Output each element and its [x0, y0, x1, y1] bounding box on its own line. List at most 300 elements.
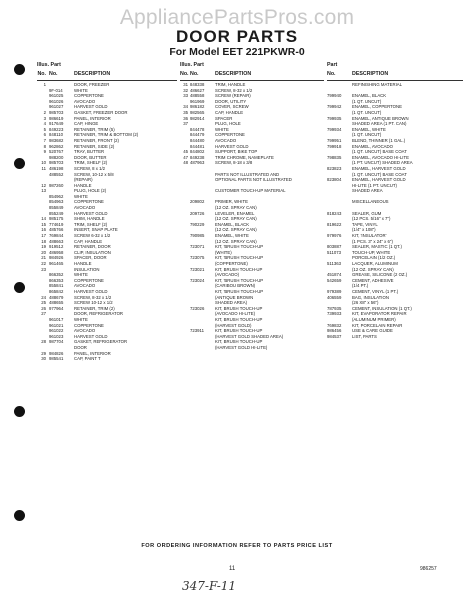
part-description: HARVEST GOLD	[74, 333, 108, 339]
parts-column-1	[37, 62, 177, 362]
illustration-number: 48	[183, 160, 188, 166]
part-description: SEALER, MASTIC (1 QT.)	[352, 244, 402, 250]
part-number: 866352	[49, 272, 64, 278]
part-description: KIT, 'BRUSH TOUCH-UP	[215, 288, 264, 294]
part-description: SEALER, GUM	[352, 210, 382, 216]
part-number: 799918	[327, 143, 342, 149]
part-number: 987260	[49, 182, 64, 188]
illustration-number: 36	[183, 115, 188, 121]
part-description: SCREW, 8 x 1/2	[74, 165, 106, 171]
part-number: 799934	[327, 126, 342, 132]
part-number: 723026	[190, 305, 205, 311]
part-row	[180, 345, 324, 351]
part-description: GASKET, FREEZER DOOR	[74, 109, 128, 115]
part-number: 486627	[190, 87, 205, 93]
part-description: HARVEST GOLD	[74, 288, 108, 294]
part-number: 723911	[190, 328, 205, 334]
part-number: 799942	[327, 104, 342, 110]
part-description: ENAMEL, WHITE	[352, 126, 386, 132]
part-number: 520767	[49, 149, 64, 155]
part-number: 919512	[49, 244, 64, 250]
part-number: 865842	[49, 288, 64, 294]
part-number: 848110	[49, 132, 64, 138]
part-number: 984537	[327, 333, 342, 339]
part-number: 488663	[49, 238, 64, 244]
part-description: SPACER	[215, 115, 233, 121]
part-description: (ANTIQUE BROWN	[215, 294, 254, 300]
binder-hole	[14, 64, 25, 75]
part-description: LIST, PARTS	[352, 333, 377, 339]
part-description: HANDLE	[74, 261, 92, 266]
part-description: COVER, SCREW	[215, 104, 249, 110]
part-description: KIT, 'INSULATOR'	[352, 233, 387, 239]
part-description: DOOR, BUTTER	[74, 154, 107, 160]
part-description: SCREW, 8-18 x 3/8	[215, 160, 253, 166]
illustration-number: 30	[41, 356, 46, 362]
part-description: RETAINER, TRIM & BOTTOM (2)	[74, 132, 139, 138]
parts-list	[37, 82, 177, 362]
part-description: SCREW, 8-32 x 1/2	[74, 294, 112, 300]
part-description: PARTS NOT ILLUSTRATED AND	[215, 171, 280, 177]
watermark: AppliancePartsPros.com	[119, 6, 355, 29]
part-description: WHITE	[74, 87, 88, 93]
illustration-number: 32	[183, 87, 188, 93]
part-description: KIT, EVAPORATOR REPAIR	[352, 311, 407, 317]
part-description: SHADED AREA)	[215, 300, 247, 306]
part-number: 961969	[190, 98, 205, 104]
part-description: COPPERTONE	[74, 277, 104, 283]
header-description: DESCRIPTION	[74, 71, 111, 77]
parts-column-2	[180, 62, 324, 351]
part-number: 209802	[190, 199, 205, 205]
part-number: 723021	[190, 266, 205, 272]
part-description: LEVELER, ENAMEL	[215, 210, 255, 216]
binder-holes	[14, 0, 26, 600]
part-description: COPPERTONE	[215, 132, 245, 138]
illustration-number: 26	[41, 305, 46, 311]
illustration-number: 28	[41, 339, 46, 345]
part-description: (1 QT. UNCUT) BASE COAT	[352, 171, 407, 177]
part-description: SPACER, DOOR	[74, 255, 107, 261]
part-description: SCREW (REPAIR)	[215, 93, 251, 99]
part-number: 985703	[49, 109, 64, 115]
part-description: TRIM CHROME, NAMEPLATE	[215, 154, 274, 160]
part-description: KIT, PORCELAIN REPAIR	[352, 322, 403, 328]
part-number: 849223	[49, 126, 64, 132]
part-description: KIT, BRUSH TOUCH-UP	[215, 328, 263, 334]
part-description: DOOR, FREEZER	[74, 82, 110, 87]
part-number: 790229	[190, 221, 205, 227]
part-description: (26 X8" x 56")	[352, 300, 379, 306]
part-description: LACQUER, ALUMINUM	[352, 261, 398, 266]
part-number: 986456	[327, 328, 342, 334]
part-description: (1 QT. UNCUT)	[352, 98, 382, 104]
part-description: (HARVEST GOLD)	[215, 322, 252, 328]
illustration-number: 31	[183, 82, 188, 87]
part-description: CAP, HANDLE	[74, 238, 103, 244]
part-description: (CARIBOU BROWN)	[215, 283, 256, 289]
part-description: HARVEST GOLD	[74, 210, 108, 216]
part-number: 844481	[190, 143, 205, 149]
part-description: SHADED AREA (1 PT. CAN)	[352, 121, 407, 127]
part-description: CUSTOMER TOUCH-UP MATERIAL	[215, 188, 286, 194]
illustration-number: 25	[41, 300, 46, 306]
header-illus-part: Illus. Part	[180, 62, 204, 68]
document-number: 986257	[420, 566, 437, 572]
part-description: (HARVEST GOLD HI-LITE)	[215, 344, 268, 350]
part-number: 855841	[49, 283, 64, 289]
part-number: 961026	[49, 98, 64, 104]
header-illus-part: Illus. Part	[37, 62, 61, 68]
part-description: INSERT, SNAP PLATE	[74, 227, 118, 233]
part-description: TAPE, VINYL	[352, 221, 378, 227]
binder-hole	[14, 406, 25, 417]
illustration-number: 15	[41, 221, 46, 227]
part-description: (REPAIR)	[74, 177, 93, 183]
part-number: 982914	[190, 115, 205, 121]
part-description: RETAINER, TRIM (5)	[74, 126, 115, 132]
part-number: 961465	[49, 261, 64, 266]
part-description: WHITE	[74, 272, 88, 278]
part-number: 849238	[190, 154, 205, 160]
illustration-number: 7	[43, 137, 46, 143]
illustration-number: 3	[43, 115, 46, 121]
illustration-number: 6	[43, 132, 46, 138]
illustration-number: 27	[41, 311, 46, 317]
part-description: (1/4 PT.)	[352, 283, 369, 289]
part-number: 961022	[49, 328, 64, 334]
binder-hole	[14, 282, 25, 293]
part-description: SCREW 10-12 x 1/2	[74, 300, 113, 306]
part-description: RETAINER, TRIM (2)	[74, 305, 115, 311]
part-description: (12 OZ. SPRAY CAN)	[215, 216, 257, 222]
part-description: (12 OZ. SPRAY CAN)	[352, 266, 394, 272]
part-number: 485766	[49, 227, 64, 233]
part-number: 803887	[327, 244, 342, 250]
part-description: ENAMEL, COPPERTONE	[352, 104, 402, 110]
part-number: 979389	[327, 288, 342, 294]
part-description: HARVEST GOLD	[74, 104, 108, 110]
illustration-number: 13	[41, 188, 46, 194]
part-description: RETAINER, SIDE (2)	[74, 143, 115, 149]
header-ill-no: No.	[37, 71, 46, 77]
part-description: BLEND, THINNER (1 GAL.)	[352, 137, 406, 143]
header-part-no: No.	[327, 71, 336, 77]
part-number: 488655	[49, 300, 64, 306]
illustration-number: 34	[183, 104, 188, 110]
part-description: (1 PCS. 3" x 24" x 6")	[352, 238, 393, 244]
part-number: 487963	[190, 160, 205, 166]
part-number: 844480	[190, 137, 205, 143]
part-description: COPPERTONE	[74, 322, 104, 328]
part-description: DOOR, UTILITY	[215, 98, 247, 104]
part-description: WHITE	[215, 126, 229, 132]
part-number: 488679	[49, 294, 64, 300]
part-number: 488558	[190, 93, 205, 99]
part-description: (COPPERTONE)	[215, 261, 248, 266]
part-description: ENAMEL, HARVEST GOLD	[352, 177, 406, 183]
part-description: TRIM, HANDLE	[215, 82, 246, 87]
part-description: SCREW, 8-32 x 1/2	[215, 87, 253, 93]
part-number: 723024	[190, 277, 205, 283]
part-number: 848338	[190, 82, 205, 87]
part-description: AVOCADO	[74, 98, 96, 104]
part-description: ENAMEL, WHITE	[215, 233, 249, 239]
part-description: CEMENT, INSULATION (1 QT.)	[352, 305, 412, 311]
part-description: (AVOCADO HI-LITE)	[215, 311, 256, 317]
part-description: AVOCADO	[215, 137, 237, 143]
part-description: WHITE	[74, 316, 88, 322]
illustration-number: 17	[41, 233, 46, 239]
part-description: (1 QT. UNCUT)	[352, 109, 382, 115]
part-number: 961027	[49, 104, 64, 110]
part-description: ENAMEL, ANTIQUE BROWN	[352, 115, 409, 121]
part-number: 984826	[49, 350, 64, 356]
part-description: AVOCADO	[74, 328, 96, 334]
part-description: HARVEST GOLD	[215, 143, 249, 149]
part-number: 961021	[49, 322, 64, 328]
illustration-number: 12	[41, 182, 46, 188]
part-description: ENAMEL, BLACK	[215, 221, 250, 227]
part-description: DOOR	[74, 344, 87, 350]
illustration-number: 33	[183, 93, 188, 99]
part-number: 769832	[327, 322, 342, 328]
part-description: OPTIONAL PARTS NOT ILLUSTRATED	[215, 177, 292, 183]
part-description: SHADED AREA	[352, 188, 383, 194]
part-description: REFINISHING MATERIAL	[352, 82, 403, 87]
part-row	[37, 356, 177, 362]
part-number: 799951	[327, 137, 342, 143]
part-number: 823823	[327, 165, 342, 171]
header-part-no: No.	[49, 71, 58, 77]
illustration-number: 1	[43, 82, 46, 87]
part-description: (1 QT. UNCUT) BASE COAT	[352, 149, 407, 155]
part-description: (1 QT. UNCUT)	[352, 132, 382, 138]
page-subtitle: For Model EET 221PKWR-0	[169, 46, 305, 58]
part-description: ENAMEL, AVOCADO HI-LITE	[352, 154, 409, 160]
part-description: TRIM, SHELF (2)	[74, 221, 108, 227]
part-number: 723071	[190, 244, 205, 250]
part-description: COPPERTONE	[74, 93, 104, 99]
header-ill-no: No.	[180, 71, 189, 77]
column-header	[327, 62, 463, 81]
part-number: 790985	[190, 233, 205, 239]
part-number: 961025	[49, 93, 64, 99]
part-description: PRIMER, WHITE	[215, 199, 248, 205]
column-header	[180, 62, 324, 81]
part-description: KIT, 'BRUSH TOUCH-UP	[215, 255, 264, 261]
part-description: SUPPORT, BIKE TOP	[215, 149, 258, 155]
part-description: KIT, BRUSH TOUCH-UP	[215, 266, 263, 272]
part-number: 799940	[327, 93, 342, 99]
part-description: KIT, BRUSH TOUCH-UP	[215, 305, 263, 311]
part-description: (AVOCADO)	[215, 272, 240, 278]
column-header	[37, 62, 177, 81]
illustration-number: 18	[41, 238, 46, 244]
part-description: (12 OZ. SPRAY CAN)	[215, 227, 257, 233]
part-number: 985541	[49, 356, 64, 362]
part-number: 209726	[190, 210, 205, 216]
part-description: KIT, BRUSH TOUCH-UP	[215, 339, 263, 345]
part-number: 984926	[49, 255, 64, 261]
part-description: PLUG, HOLE	[215, 121, 241, 127]
part-number: 486198	[49, 165, 64, 171]
illustration-number: 21	[41, 255, 46, 261]
part-number: 983682	[49, 137, 64, 143]
part-description: TOUCH-UP, WHITE	[352, 249, 391, 255]
part-number: 986182	[190, 104, 205, 110]
parts-list	[180, 82, 324, 351]
part-number: 787935	[327, 305, 342, 311]
part-description: INSULATION	[74, 266, 100, 272]
part-number: 985703	[49, 160, 64, 166]
illustration-number: 19	[41, 244, 46, 250]
part-description: (HARVEST GOLD SHADED AREA)	[215, 333, 284, 339]
illustration-number: 35	[183, 109, 188, 115]
part-number: 451874	[327, 272, 342, 278]
part-number: 986619	[49, 115, 64, 121]
part-number: 979976	[327, 233, 342, 239]
part-row	[327, 334, 463, 340]
part-description: GREASE, SILICONE (2 OZ.)	[352, 272, 408, 278]
part-description: AVOCADO	[74, 283, 96, 289]
part-number: 854963	[49, 199, 64, 205]
part-description: RETAINER, FRONT (2)	[74, 137, 119, 143]
part-description: KIT, 'BRUSH TOUCH-UP	[215, 277, 264, 283]
part-description: PANEL, INTERIOR	[74, 115, 111, 121]
part-number: 723075	[190, 255, 205, 261]
illustration-number: 8	[43, 143, 46, 149]
part-number: 962862	[49, 143, 64, 149]
part-number: 987704	[49, 339, 64, 345]
page-number: 11	[229, 566, 236, 572]
header-description: DESCRIPTION	[352, 71, 389, 77]
ordering-note: FOR ORDERING INFORMATION REFER TO PARTS PRICE LIST	[141, 543, 333, 549]
part-number: 854962	[49, 193, 64, 199]
binder-hole	[14, 510, 25, 521]
part-description: CLIP, INSULATION	[74, 249, 111, 255]
part-description: MISCELLANEOUS	[352, 199, 389, 205]
part-description: (ALUMINUM PRIMER)	[352, 316, 396, 322]
part-description: TRIM, SHELF (2)	[74, 160, 108, 166]
parts-column-3	[327, 62, 463, 339]
page-title: DOOR PARTS	[175, 27, 299, 46]
part-number: 988200	[49, 154, 64, 160]
part-description: (12 OZ. SPRAY CAN)	[215, 238, 257, 244]
part-description: KIT, BRUSH TOUCH-UP	[215, 316, 263, 322]
illustration-number: 20	[41, 249, 46, 255]
binder-hole	[14, 158, 25, 169]
part-description: CEMENT, ADHESIVE	[352, 277, 394, 283]
header-description: DESCRIPTION	[215, 71, 252, 77]
illustration-number: 9	[43, 149, 46, 155]
part-number: 917649	[49, 121, 64, 127]
part-description: TRAY, BUTTER	[74, 149, 105, 155]
illustration-number: 45	[183, 149, 188, 155]
part-description: SCREW 6-32 x 1/2	[74, 233, 111, 239]
part-description: CAP, HINGE	[74, 121, 99, 127]
part-number: 819622	[327, 221, 342, 227]
part-description: HANDLE	[74, 182, 92, 188]
part-number: 961023	[49, 333, 64, 339]
part-description: SCREW, 10-12 x 5/8	[74, 171, 114, 177]
part-description: CAP, HANDLE	[215, 109, 244, 115]
part-description: USE & CARE GUIDE	[352, 328, 393, 334]
part-description: KIT, 'BRUSH TOUCH-UP	[215, 244, 264, 250]
part-number: 769844	[49, 233, 64, 239]
part-number: 406559	[327, 294, 342, 300]
part-number: 985175	[49, 216, 64, 222]
part-number: 844479	[190, 132, 205, 138]
part-description: PORCELAIN (1/2 OZ.)	[352, 255, 396, 261]
part-description: ENAMEL, BLACK	[352, 93, 387, 99]
part-description: CEMENT, VINYL (1 PT.)	[352, 288, 399, 294]
part-description: HI-LITE (1 PT. UNCUT)	[352, 182, 397, 188]
illustration-number: 47	[183, 154, 188, 160]
part-number: 486958	[49, 249, 64, 255]
illustration-number: 16	[41, 227, 46, 233]
illustration-number: 37	[183, 121, 188, 127]
part-description: RETAINER, DOOR	[74, 244, 111, 250]
part-number: 799935	[327, 115, 342, 121]
parts-list	[327, 82, 463, 339]
part-description: AVOCADO	[74, 205, 96, 211]
part-description: PLUG, HOLE (2)	[74, 188, 107, 194]
part-number: 982565	[190, 109, 205, 115]
illustration-number: 22	[41, 261, 46, 266]
illustration-number: 4	[43, 121, 46, 127]
part-number: 818243	[327, 210, 342, 216]
handwritten-note: 347-F-11	[182, 579, 237, 593]
part-description: CAP, PAINT T	[74, 356, 101, 362]
part-number: 739933	[327, 311, 342, 317]
part-description: WHITE	[74, 193, 88, 199]
part-number: 961017	[49, 316, 64, 322]
illustration-number: 24	[41, 294, 46, 300]
illustration-number: 14	[41, 216, 46, 222]
illustration-number: 29	[41, 350, 46, 356]
part-number: 542659	[327, 277, 342, 283]
part-description: COPPERTONE	[74, 199, 104, 205]
illustration-number: 11	[41, 165, 46, 171]
part-description: BAG, INSULATION	[352, 294, 389, 300]
illustration-number: 23	[41, 266, 46, 272]
part-description: SHIM, HANDLE	[74, 216, 105, 222]
part-number: 823804	[327, 177, 342, 183]
part-number: 855849	[49, 205, 64, 211]
part-number: 9F-014	[49, 87, 63, 93]
part-description: (1 PT. UNCUT) SHADED AREA	[352, 160, 413, 166]
part-number: 798835	[327, 154, 342, 160]
illustration-number: 2	[43, 109, 46, 115]
part-number: 844478	[190, 126, 205, 132]
part-description: DOOR, REFRIGERATOR	[74, 311, 124, 317]
illustration-number: 5	[43, 126, 46, 132]
part-description: ENAMEL, AVOCADO	[352, 143, 393, 149]
header-part-top: Part	[327, 62, 338, 68]
illustration-number: 10	[41, 160, 46, 166]
part-description: (1/4" x 108")	[352, 227, 376, 233]
part-number: 866353	[49, 277, 64, 283]
part-number: 511073	[327, 249, 342, 255]
part-description: (12 OZ. SPRAY CAN)	[215, 205, 257, 211]
part-number: 855249	[49, 210, 64, 216]
part-description: GASKET, REFRIGERATOR	[74, 339, 128, 345]
part-number: 488552	[49, 171, 64, 177]
part-description: PANEL, INTERIOR	[74, 350, 111, 356]
part-description: (WHITE)	[215, 249, 232, 255]
header-part-no: No.	[190, 71, 199, 77]
